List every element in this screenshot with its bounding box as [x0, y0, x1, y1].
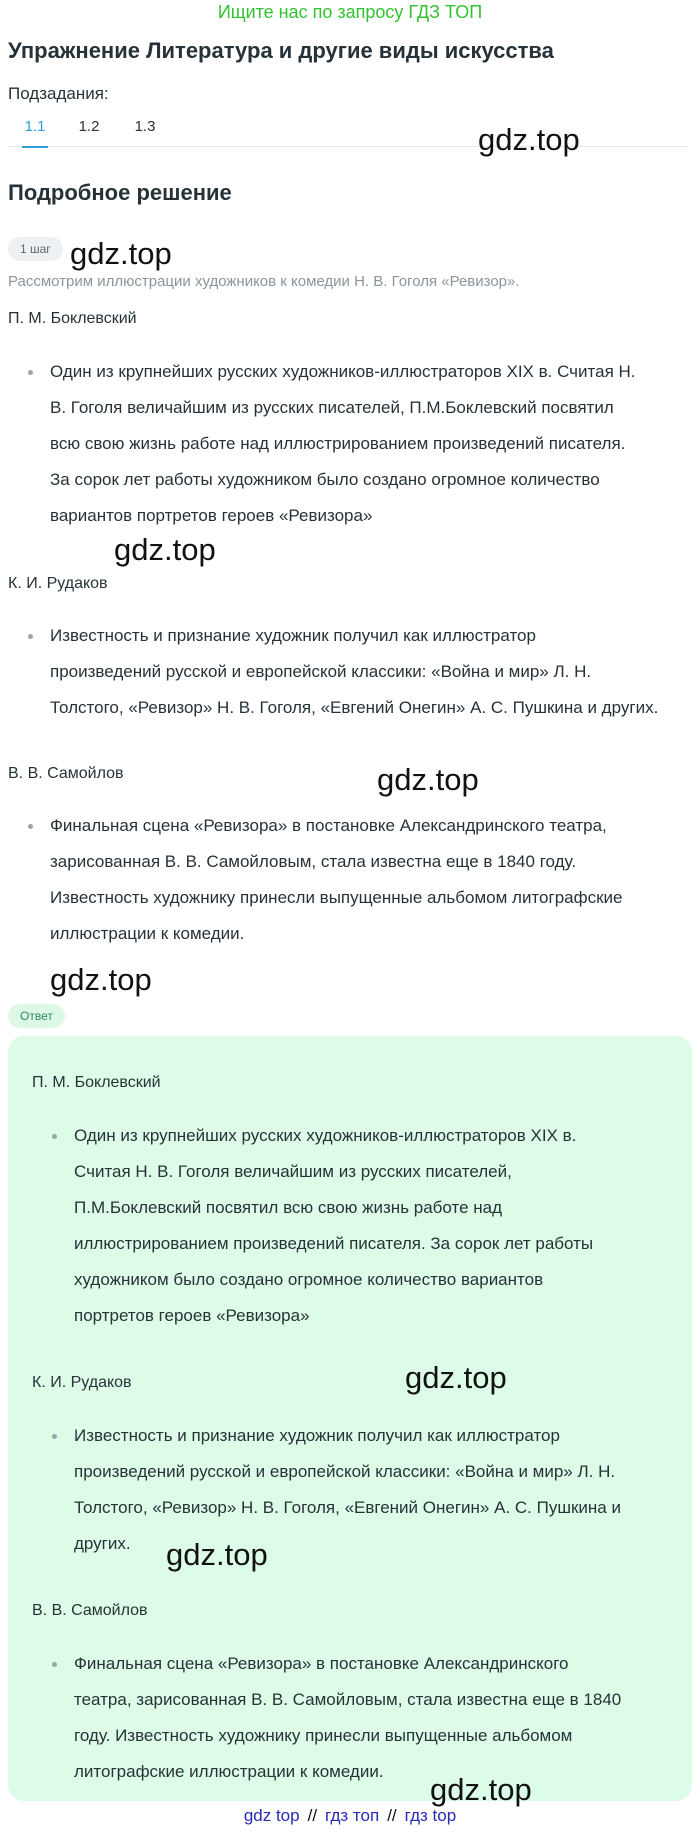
list-item: художником было создано огромное количество вариантов: [74, 1270, 544, 1289]
list-item: театра, зарисованная В. В. Самойловым, стала известна еще в 1840: [74, 1690, 622, 1709]
list-item: Известность и признание художник получил как иллюстратор: [50, 618, 658, 654]
footer-link[interactable]: гдз топ: [325, 1806, 380, 1825]
solution-intro: Рассмотрим иллюстрации художников к комедии Н. В. Гоголя «Ревизор».: [8, 273, 520, 290]
list-item: Финальная сцена «Ревизора» в постановке Александринского театра,: [50, 808, 622, 844]
watermark: gdz.top: [70, 236, 172, 271]
step-badge: 1 шаг: [8, 237, 63, 261]
watermark: gdz.top: [430, 1772, 532, 1807]
footer-links: [0, 1806, 700, 1826]
footer-link[interactable]: gdz top: [243, 1806, 300, 1825]
bullet-icon: [28, 824, 33, 829]
list-item: зарисованная В. В. Самойловым, стала известна еще в 1840 году.: [50, 852, 577, 871]
watermark: gdz.top: [50, 962, 152, 997]
watermark: gdz.top: [166, 1537, 268, 1572]
list-item: Финальная сцена «Ревизора» в постановке Александринского: [74, 1646, 621, 1682]
watermark: gdz.top: [377, 762, 479, 797]
answer-artist-name: К. И. Рудаков: [32, 1374, 132, 1391]
watermark: gdz.top: [405, 1360, 507, 1395]
list-item: Толстого, «Ревизор» Н. В. Гоголя, «Евгений Онегин» А. С. Пушкина и других.: [50, 698, 659, 717]
list-item: всю свою жизнь работе над иллюстрированием произведений писателя.: [50, 434, 626, 453]
list-item: произведений русской и европейской классики: «Война и мир» Л. Н.: [74, 1462, 616, 1481]
list-item: портретов героев «Ревизора»: [74, 1306, 310, 1325]
solution-paragraph: [50, 808, 622, 952]
list-item: Толстого, «Ревизор» Н. В. Гоголя, «Евгений Онегин» А. С. Пушкина и: [74, 1498, 621, 1517]
solution-artist-name: В. В. Самойлов: [8, 765, 124, 782]
bullet-icon: [52, 1434, 57, 1439]
list-item: других.: [74, 1534, 131, 1553]
promo-banner: Ищите нас по запросу ГДЗ ТОП: [217, 2, 483, 22]
page-title: Упражнение Литература и другие виды искусства: [8, 38, 554, 63]
list-item: году. Известность художнику принесли выпущенные альбомом: [74, 1726, 573, 1745]
bullet-icon: [52, 1134, 57, 1139]
tab-1-2[interactable]: 1.2: [78, 118, 100, 135]
solution-artist-name: П. М. Боклевский: [8, 310, 137, 327]
list-item: За сорок лет работы художником было создано огромное количество: [50, 470, 600, 489]
list-item: Известность художнику принесли выпущенные альбомом литографские: [50, 888, 623, 907]
footer-link[interactable]: гдз top: [404, 1806, 457, 1825]
solution-heading: Подробное решение: [8, 180, 232, 205]
footer-separator: //: [307, 1806, 318, 1825]
watermark: gdz.top: [114, 532, 216, 567]
watermark: gdz.top: [478, 122, 580, 157]
list-item: литографские иллюстрации к комедии.: [74, 1762, 384, 1781]
list-item: В. Гоголя величайшим из русских писателей, П.М.Боклевский посвятил: [50, 398, 614, 417]
solution-paragraph: [50, 354, 636, 534]
subtasks-tabs: [8, 112, 688, 147]
list-item: произведений русской и европейской классики: «Война и мир» Л. Н.: [50, 662, 592, 681]
answer-badge: Ответ: [8, 1004, 65, 1028]
tab-1-3[interactable]: 1.3: [134, 118, 156, 135]
answer-paragraph: [74, 1646, 621, 1790]
answer-paragraph: [74, 1418, 621, 1562]
list-item: вариантов портретов героев «Ревизора»: [50, 506, 373, 525]
answer-artist-name: В. В. Самойлов: [32, 1602, 148, 1619]
footer-separator: //: [387, 1806, 397, 1825]
solution-paragraph: [50, 618, 658, 726]
bullet-icon: [28, 634, 33, 639]
list-item: Один из крупнейших русских художников-иллюстраторов XIX в.: [74, 1118, 593, 1154]
bullet-icon: [28, 370, 33, 375]
answer-paragraph: [74, 1118, 593, 1334]
solution-artist-name: К. И. Рудаков: [8, 575, 108, 592]
list-item: иллюстрированием произведений писателя. За сорок лет работы: [74, 1234, 594, 1253]
list-item: Один из крупнейших русских художников-иллюстраторов XIX в. Считая Н.: [50, 354, 636, 390]
list-item: иллюстрации к комедии.: [50, 924, 245, 943]
list-item: Известность и признание художник получил как иллюстратор: [74, 1418, 621, 1454]
subtasks-label: Подзадания:: [8, 84, 109, 103]
bullet-icon: [52, 1662, 57, 1667]
tab-1-1[interactable]: 1.1: [22, 118, 48, 148]
list-item: Считая Н. В. Гоголя величайшим из русских писателей,: [74, 1162, 512, 1181]
answer-artist-name: П. М. Боклевский: [32, 1074, 161, 1091]
list-item: П.М.Боклевский посвятил всю свою жизнь работе над: [74, 1198, 503, 1217]
